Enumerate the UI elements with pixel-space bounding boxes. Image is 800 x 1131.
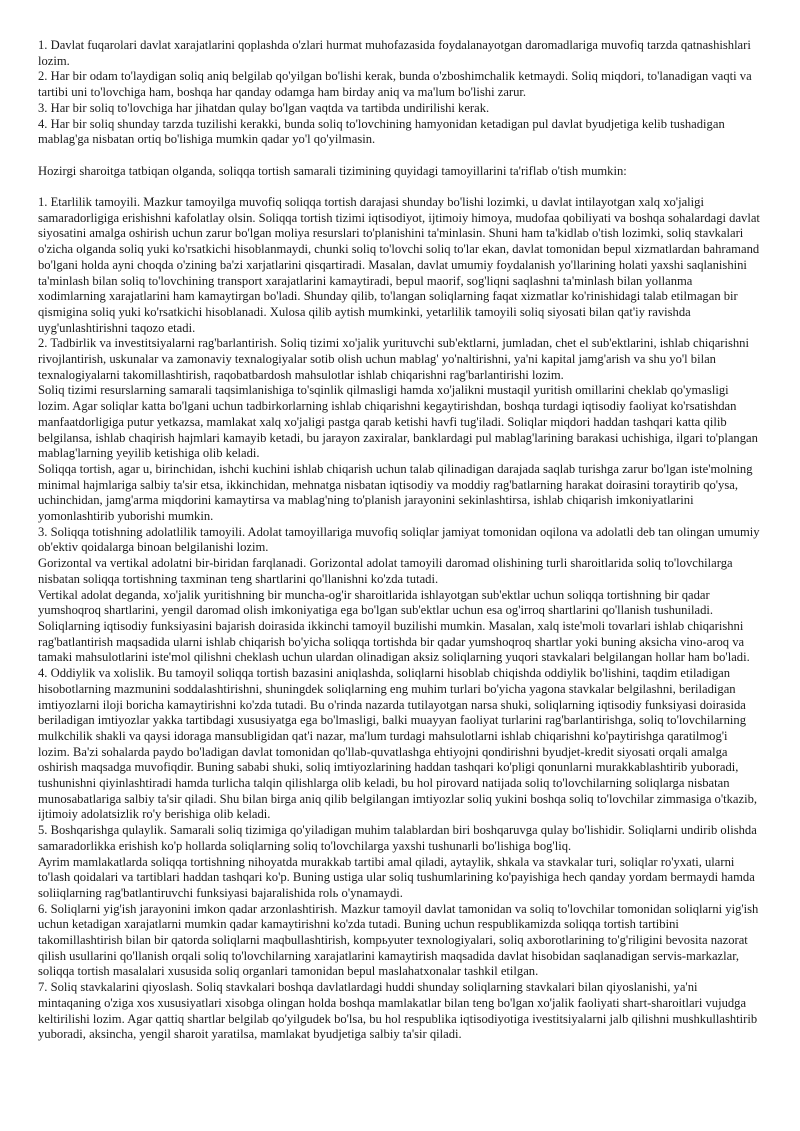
fairness-principle: 3. Soliqqa totishning adolatlilik tamoyili. Adolat tamoyillariga muvofiq soliqlar jamiyat tomonidan oqilona va adolatli deb tan olingan umumiy ob'ektiv qoidalarga binoan belgilanishi lozim. [38, 524, 760, 555]
taxation-impact-paragraph: Soliqqa tortish, agar u, birinchidan, ishchi kuchini ishlab chiqarish uchun talab qilinadigan darajada saqlab turishga zarur bo'lgan iste'molning minimal hajmlariga salbiy ta'sir etsa, ikkinchidan, mehnatga nisbatan iqtisodiy va moddiy rag'batlarning harakat doirasini toraytirib qo'ysa, uchinchidan, jamg'arma miqdorini kamaytirsa va mablag'ning to'planish jarayonini sekinlashtirsa, ishlab chiqarish imkoniyatlarini yomonlashtirib yuborishi mumkin. [38, 461, 753, 524]
principle-4: 4. Har bir soliq shunday tarzda tuzilishi kerakki, bunda soliq to'lovchining hamyonidan ketadigan pul davlat byudjetiga kelib tushadigan mablag'ga nisbatan ortiq bo'lishiga mumkin qadar yo'l qo'yilmasin. [38, 116, 725, 147]
manageability-principle: 5. Boshqarishga qulaylik. Samarali soliq tizimiga qo'yiladigan muhim talablardan biri boshqaruvga qulay bo'lishidir. Soliqlarni undirib olishda samaradorlikka erishish ko'p hollarda soliqlarning soliq to'lovchilarga yaxshi tushunarli bo'lishiga bog'liq. [38, 823, 757, 853]
paragraph-gap [38, 179, 762, 195]
sufficiency-principle: 1. Etarlilik tamoyili. Mazkur tamoyilga muvofiq soliqqa tortish darajasi shunday bo'lishi lozimki, u davlat intilayotgan xalq xo'jaligi samaradorligiga erishishni kafolatlay olsin. Soliqqa tortish tizimi iqtisodiyot, ijtimoiy himoya, mudofaa qobiliyati va boshqa sohalardagi davlat siyosatini amalga oshirish uchun zarur bo'lgan moliya resurslari to'planishini ta'minlasin. Shuni ham ta'kidlab o'tish lozimki, soliq stavkalari o'zicha olganda soliq yuki ko'rsatkichi hisoblanmaydi, chunki soliq to'lovchi soliq to'lar ekan, davlat tomonidan bepul xizmatlardan bahramand bo'lgani holda ayni choqda o'zining ba'zi xarjatlarini qisqartiradi. Masalan, davlat umumiy foydalanish yo'llarining holati yaxshi saqlanishini ta'minlash bilan soliq to'lovchining transport xarajatlarini kamaytiradi, bepul maorif, sog'liqni saqlashni ta'minlash bilan yollanma xodimlarning xarajatlarini ham kamaytirgan bo'ladi. Shunday qilib, to'langan soliqlarning faqat xizmatlar ko'rinishidagi talab etilmagan bir qismigina soliq yuki ko'rsatkichi hisoblanadi. Xulosa qilib aytish mumkinki, yetarlilik tamoyili soliq siyosati bilan qat'iy ravishda uyg'unlashtirishni taqozo etadi. [38, 195, 760, 335]
simplicity-principle: 4. Oddiylik va xolislik. Bu tamoyil soliqqa tortish bazasini aniqlashda, soliqlarni hisoblab chiqishda oddiylik bo'lishini, taqdim etiladigan hisobotlarning mazmunini soddalashtirishni, shuningdek soliqlarning eng muhim turlari bo'yicha yagona stavkalar belgilashni, beriladigan imtiyozlarni iloji boricha kamaytirishni ko'zda tutadi. Bu o'rinda nazarda tutilayotgan narsa shuki, soliqlarning iqtisodiy funksiyasi doirasida beriladigan imtiyozlar yakka tartibdagi xususiyatga ega bo'lmasligi, balki muayyan faoliyat turlarini rag'barlantirishga, soliq to'lovchilarning mulkchilik shakli va qaysi idoraga mansubligidan qat'i nazar, ma'lum turdagi mahsulotlarni ishlab chiqarishni ko'paytirishga qaratilmog'i lozim. Ba'zi sohalarda paydo bo'ladigan davlat tomonidan qo'llab-quvatlashga ehtiyojni qondirishni byudjet-kredit siyosati orqali amalga oshirish maqsadga muvofiqdir. Buning sababi shuki, soliq imtiyozlarining haddan tashqari ko'pligi qonunlarni murakkablashtirib yuboradi, tushunishni qiyinlashtiradi hamda turlicha talqin qilishlarga olib keladi, bu hol pirovard natijada soliq to'lovchilarning soliqlarga nisbatan munosabatlariga salbiy ta'sir qiladi. Shu bilan birga aniq qilib belgilangan imtiyozlar soliq yukini boshqa soliq to'lovchilar zimmasiga o'tkazib, ijtimoiy adolatsizlik ro'y berishiga olib keladi. [38, 666, 758, 822]
entrepreneurship-principle: 2. Tadbirlik va investitsiyalarni rag'barlantirish. Soliq tizimi xo'jalik yurituvchi sub'ektlarni, jumladan, chet el sub'ektlarini, ishlab chiqarishni rivojlantirish, uskunalar va zamonaviy texnalogiyalar sotib olish uchun mablag' yo'naltirishni, ya'ni kapital jamg'arish va shu yo'l bilan texnalogiyalarni takomillashtirish, raqobatbardosh mahsulotlar ishlab chiqarishni rag'barlantirishi lozim. [38, 336, 749, 382]
vertical-fairness-paragraph: Vertikal adolat deganda, xo'jalik yuritishning bir muncha-og'ir sharoitlarida ishlayotgan sub'ektlar uchun soliqqa tortishning bir qadar yumshoqroq shartlarini, yengil daromad olish imkoniyatiga ega bo'lgan sub'ektlar uchun esa og'irroq shartlarini qo'llanish tushuniladi. Soliqlarning iqtisodiy funksiyasini bajarish doirasida ikkinchi tamoyil buzilishi mumkin. Masalan, xalq iste'moli tovarlari ishlab chiqarishni rag'batlantirish maqsadida ularni ishlab chiqarish bo'yicha soliqqa tortishda bir qadar yumshoqroq shartlar yoki buning aksicha vino-aroq va tamaki mahsulotlarini iste'mol qilishni cheklash uchun ulardan olinadigan aksiz soliqlarning yuqori stavkalari belgilangan hollar ham bo'ladi. [38, 587, 750, 665]
principle-2: 2. Har bir odam to'laydigan soliq aniq belgilab qo'yilgan bo'lishi kerak, bunda o'zboshimchalik ketmaydi. Soliq miqdori, to'lanadigan vaqti va tartibi uni to'lovchiga ham, boshqa har qanday odamga ham birday aniq va ma'lum bo'lishi zarur. [38, 69, 752, 100]
paragraph-gap [38, 148, 762, 164]
principle-1: 1. Davlat fuqarolari davlat xarajatlarini qoplashda o'zlari hurmat muhofazasida foydalanayotgan daromadlariga muvofiq tarzda qatnashishlari lozim. [38, 38, 751, 68]
principle-3: 3. Har bir soliq to'lovchiga har jihatdan qulay bo'lgan vaqtda va tartibda undirilishi kerak. [38, 100, 490, 115]
rate-comparison-principle: 7. Soliq stavkalarini qiyoslash. Soliq stavkalari boshqa davlatlardagi huddi shunday soliqlarning stavkalari bilan qiyoslanishi, ya'ni mintaqaning o'ziga xos xususiyatlari xisobga olingan holda boshqa mamlakatlar bilan teng bo'lgan xo'jalik faoliyati shart-sharoitlari vujudga keltirilishi lozim. Agar qattiq shartlar belgilab qo'yilgudek bo'lsa, bu hol respublika iqtisodiyotiga ivestitsiyalarni jalb qilishni mushkullashtirib yuboradi, aksincha, yengil sharoit yaratilsa, mamlakat byudjetiga salbiy ta'sir qiladi. [38, 980, 758, 1042]
horizontal-fairness-paragraph: Gorizontal va vertikal adolatni bir-biridan farqlanadi. Gorizontal adolat tamoyili daromad olishining turli sharoitlarida soliq to'lovchilarga nisbatan soliqqa tortishning taxminan teng shartlarini qo'llanishni ko'zda tutadi. [38, 556, 733, 586]
intro-paragraph: Hozirgi sharoitga tatbiqan olganda, soliqqa tortish samarali tizimining quyidagi tamoyillarini ta'riflab o'tish mumkin: [38, 163, 627, 178]
complexity-paragraph: Ayrim mamlakatlarda soliqqa tortishning nihoyatda murakkab tartibi amal qiladi, aytaylik, shkala va stavkalar turi, soliqlar ro'yxati, ularni to'lash qoidalari va tartiblari haddan tashqari ko'p. Buning ustiga ular soliq tushumlarining ko'payishiga hech qanday yordam bermaydi hamda soliiqlarning rag'batlantiruvchi funksiyasi bajaralishida rolь o'ynamaydi. [38, 854, 755, 900]
cost-reduction-principle: 6. Soliqlarni yig'ish jarayonini imkon qadar arzonlashtirish. Mazkur tamoyil davlat tamonidan va soliq to'lovchilar tomonidan soliqlarni yig'ish uchun ketadigan xarajatlarni mumkin qadar kamaytirishni ko'zda tutadi. Buning uchun respublikamizda soliqqa tortish tartibini takomillashtirish bilan bir qatorda soliqlarni maqbullashtirish, kompьyuter texnologiyalari, soliq axborotlarining to'g'riligini bevosita nazorat qilish usullarini qo'llanish orqali soliq to'lovchilarning xarajatlarini kamaytirish maqsadida davlat hisobidan saqlanadigan servis-markazlar, soliqqa tortish masalalari xususida soliq organlari tamonidan bepul maslahatxonalar tashkil etilgan. [38, 901, 759, 979]
resource-allocation-paragraph: Soliq tizimi resurslarning samarali taqsimlanishiga to'sqinlik qilmasligi hamda xo'jalikni mustaqil yuritish omillarini cheklab qo'ymasligi lozim. Agar soliqlar katta bo'lgani uchun tadbirkorlarning ishlab chiqarishni kegaytirishdan, boshqa turdagi iqtisodiy faoliyat ko'rsatishdan manfaatdorligiga putur yetkazsa, mamlakat xalq xo'jaligi pastga qarab ketishi havfi tug'iladi. Soliqlar miqdori haddan tashqari katta qilib belgilansa, ishlab chaqirish hajmlari kamayib ketadi, bu jarayon zaxiralar, banklardagi pul mablag'larining barakasi uchishiga, ilgari to'plangan mablag'larning yeyilib ketishiga olib keladi. [38, 383, 758, 461]
